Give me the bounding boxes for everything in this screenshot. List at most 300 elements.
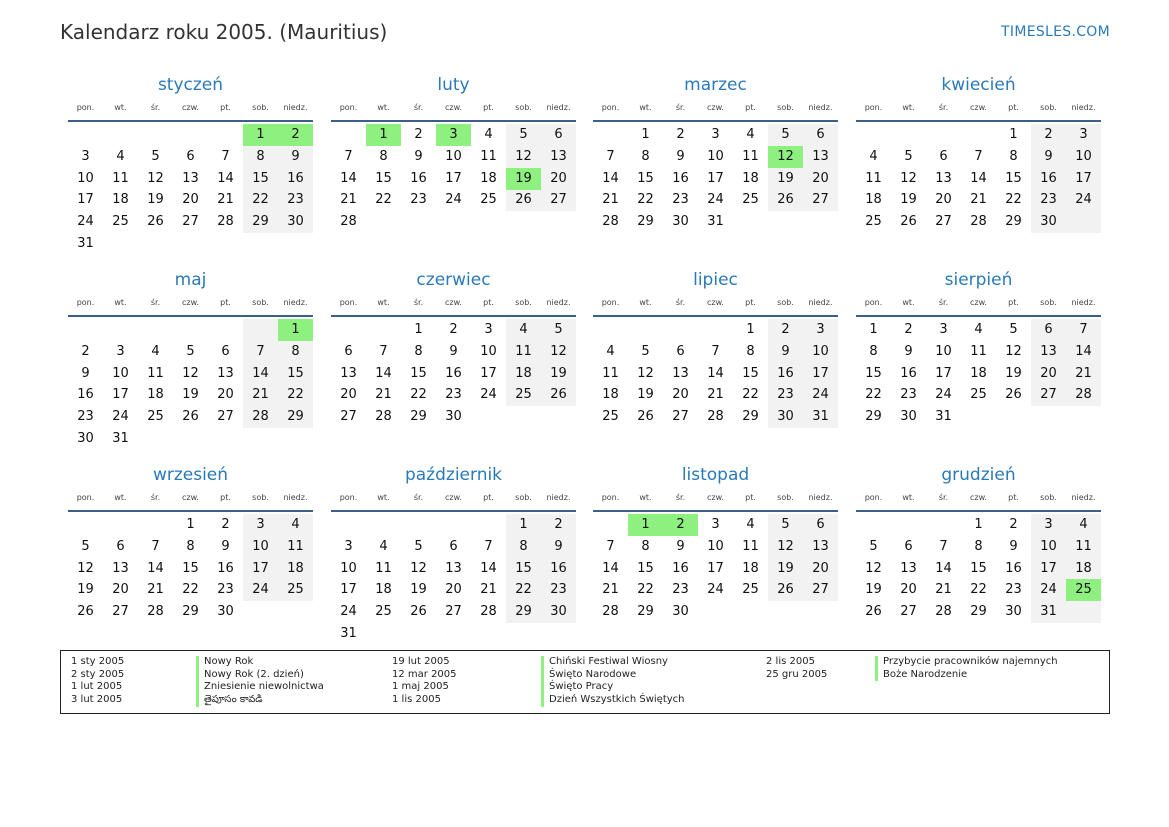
day-cell: 23 [777, 387, 794, 403]
day-cell: 20 [182, 192, 199, 208]
weekday-label: czw. [182, 103, 199, 112]
day-cell: 17 [1075, 170, 1092, 186]
day-cell: 10 [1040, 538, 1057, 554]
day-cell: 18 [375, 582, 392, 598]
legend-date: 3 lut 2005 [71, 694, 123, 706]
day-cell: 14 [340, 170, 357, 186]
weekday-label: pon. [864, 103, 883, 112]
day-cell: 24 [707, 192, 724, 208]
weekday-label: pon. [339, 493, 358, 502]
weekday-label: śr. [938, 103, 949, 112]
day-cell: 12 [77, 560, 94, 576]
day-cell: 21 [375, 387, 392, 403]
day-cell: 23 [410, 192, 427, 208]
day-cell: 30 [1040, 214, 1057, 230]
day-cell: 18 [865, 192, 882, 208]
day-cell: 24 [812, 387, 829, 403]
day-cell: 14 [480, 560, 497, 576]
day-cell: 4 [606, 343, 615, 359]
day-cell: 26 [777, 192, 794, 208]
day-cell: 19 [777, 170, 794, 186]
day-cell: 3 [116, 343, 125, 359]
day-cell: 28 [1075, 387, 1092, 403]
weekday-label: wt. [377, 298, 390, 307]
day-cell: 8 [1009, 148, 1018, 164]
day-cell: 21 [252, 387, 269, 403]
day-cell: 6 [449, 538, 458, 554]
weekday-label: sob. [252, 493, 269, 502]
month-name: styczeń [157, 75, 224, 95]
month-name: kwiecień [941, 75, 1016, 95]
day-cell: 21 [602, 582, 619, 598]
day-cell: 6 [676, 343, 685, 359]
legend-holiday-name: Boże Narodzenie [875, 669, 1058, 682]
day-cell: 8 [291, 343, 300, 359]
day-cell: 3 [344, 538, 353, 554]
legend-names-col-2 [541, 656, 685, 707]
day-cell: 19 [410, 582, 427, 598]
site-link[interactable]: TIMESLES.COM [1001, 24, 1110, 40]
day-cell: 29 [742, 409, 759, 425]
day-cell: 24 [445, 192, 462, 208]
day-cell: 6 [816, 127, 825, 142]
day-cell: 7 [151, 538, 160, 554]
day-cell: 25 [515, 387, 532, 403]
day-cell: 22 [287, 387, 304, 403]
day-cell: 2 [781, 322, 790, 337]
day-cell: 17 [112, 387, 129, 403]
day-cell: 7 [379, 343, 388, 359]
day-cell: 20 [935, 192, 952, 208]
day-cell: 26 [777, 582, 794, 598]
day-cell: 5 [554, 322, 563, 337]
day-cell: 22 [865, 387, 882, 403]
day-cell: 16 [672, 560, 689, 576]
day-cell: 22 [637, 192, 654, 208]
day-cell: 17 [935, 365, 952, 381]
day-cell: 12 [1005, 343, 1022, 359]
legend-date: 1 sty 2005 [71, 656, 125, 667]
weekday-label: wt. [114, 103, 127, 112]
day-cell: 5 [186, 343, 195, 359]
day-cell: 5 [414, 538, 423, 554]
day-cell: 25 [742, 582, 759, 598]
day-cell: 22 [970, 582, 987, 598]
day-cell: 8 [414, 343, 423, 359]
day-cell: 11 [480, 148, 497, 164]
legend-holiday-name: Chiński Festiwal Wiosny [541, 656, 685, 669]
day-cell: 15 [375, 170, 392, 186]
day-cell: 26 [147, 214, 164, 230]
day-cell: 28 [340, 214, 357, 230]
month-name: grudzień [941, 465, 1016, 485]
day-cell: 10 [935, 343, 952, 359]
day-cell: 6 [939, 148, 948, 164]
day-cell: 11 [865, 170, 882, 186]
day-cell: 2 [676, 127, 685, 142]
day-cell: 19 [865, 582, 882, 598]
day-cell: 17 [252, 560, 269, 576]
day-cell: 23 [217, 582, 234, 598]
day-cell: 29 [637, 604, 654, 620]
day-cell: 3 [1079, 127, 1088, 142]
day-cell: 24 [480, 387, 497, 403]
day-cell: 15 [742, 365, 759, 381]
month-block [856, 464, 1101, 646]
legend-date: 1 maj 2005 [392, 681, 449, 693]
day-cell: 19 [77, 582, 94, 598]
month-block [68, 464, 313, 646]
weekday-label: sob. [777, 103, 794, 112]
day-cell: 21 [970, 192, 987, 208]
day-cell: 18 [480, 170, 497, 186]
day-cell: 12 [865, 560, 882, 576]
day-cell: 4 [1079, 517, 1088, 532]
day-cell: 2 [221, 517, 230, 532]
day-cell: 13 [812, 148, 829, 164]
day-cell: 17 [480, 365, 497, 381]
weekday-label: niedz. [1071, 103, 1096, 112]
weekday-label: pt. [220, 493, 231, 502]
day-cell: 28 [252, 409, 269, 425]
day-cell: 27 [182, 214, 199, 230]
day-cell: 19 [900, 192, 917, 208]
legend-date: 1 lut 2005 [71, 681, 123, 693]
day-cell: 4 [746, 127, 755, 142]
holiday-day-cell: 2 [278, 124, 313, 146]
month-block [856, 74, 1101, 256]
day-cell: 30 [217, 604, 234, 620]
day-cell: 21 [217, 192, 234, 208]
page-title: Kalendarz roku 2005. (Mauritius) [60, 20, 388, 44]
day-cell: 26 [550, 387, 567, 403]
day-cell: 23 [287, 192, 304, 208]
day-cell: 21 [1075, 365, 1092, 381]
day-cell: 1 [641, 127, 650, 142]
day-cell: 3 [816, 322, 825, 337]
day-cell: 14 [602, 170, 619, 186]
weekday-label: niedz. [546, 103, 571, 112]
day-cell: 30 [287, 214, 304, 230]
day-cell: 28 [480, 604, 497, 620]
weekday-label: pon. [601, 298, 620, 307]
day-cell: 28 [217, 214, 234, 230]
weekday-header [593, 491, 838, 512]
month-name: sierpień [944, 270, 1013, 290]
weekday-label: śr. [675, 298, 686, 307]
day-cell: 28 [375, 409, 392, 425]
weekday-label: wt. [639, 103, 652, 112]
day-cell: 7 [221, 148, 230, 164]
day-cell: 12 [550, 343, 567, 359]
day-cell: 15 [970, 560, 987, 576]
day-cell: 15 [287, 365, 304, 381]
day-cell: 19 [182, 387, 199, 403]
day-cell: 5 [81, 538, 90, 554]
month-name: październik [404, 465, 503, 485]
day-cell: 5 [781, 127, 790, 142]
day-cell: 10 [812, 343, 829, 359]
weekday-label: sob. [252, 298, 269, 307]
month-block [331, 74, 576, 256]
day-cell: 21 [340, 192, 357, 208]
day-cell: 28 [970, 214, 987, 230]
day-cell: 16 [1005, 560, 1022, 576]
weekday-label: śr. [675, 493, 686, 502]
weekday-header [856, 491, 1101, 512]
day-cell: 16 [77, 387, 94, 403]
day-cell: 10 [252, 538, 269, 554]
day-cell: 13 [445, 560, 462, 576]
day-cell: 20 [812, 560, 829, 576]
holiday-day-cell: 1 [366, 124, 401, 146]
day-cell: 15 [182, 560, 199, 576]
day-cell: 11 [742, 538, 759, 554]
legend-holiday-name: Przybycie pracowników najemnych [875, 656, 1058, 669]
day-grid [593, 124, 838, 256]
month-name: wrzesień [152, 465, 229, 485]
day-cell: 9 [676, 538, 685, 554]
holiday-day-cell: 12 [768, 146, 803, 168]
weekday-label: czw. [445, 493, 462, 502]
legend-holiday-name: Nowy Rok [196, 656, 324, 669]
day-cell: 5 [869, 538, 878, 554]
day-cell: 14 [147, 560, 164, 576]
day-cell: 9 [676, 148, 685, 164]
weekday-label: wt. [902, 493, 915, 502]
weekday-label: wt. [902, 298, 915, 307]
legend-names-col-3 [875, 656, 1058, 681]
weekday-label: czw. [182, 298, 199, 307]
weekday-label: pon. [864, 298, 883, 307]
day-cell: 13 [217, 365, 234, 381]
day-cell: 21 [602, 192, 619, 208]
weekday-label: niedz. [283, 493, 308, 502]
day-cell: 8 [641, 148, 650, 164]
day-cell: 30 [77, 431, 94, 446]
day-cell: 15 [637, 170, 654, 186]
month-block [68, 269, 313, 451]
day-cell: 28 [935, 604, 952, 620]
day-cell: 31 [1040, 604, 1057, 620]
weekday-label: wt. [377, 103, 390, 112]
day-cell: 21 [935, 582, 952, 598]
day-cell: 27 [672, 409, 689, 425]
day-cell: 25 [287, 582, 304, 598]
weekday-header [856, 101, 1101, 122]
day-cell: 29 [287, 409, 304, 425]
day-cell: 5 [781, 517, 790, 532]
day-cell: 24 [1040, 582, 1057, 598]
day-cell: 30 [900, 409, 917, 425]
day-cell: 15 [515, 560, 532, 576]
day-cell: 20 [340, 387, 357, 403]
day-cell: 12 [410, 560, 427, 576]
day-cell: 21 [147, 582, 164, 598]
day-cell: 13 [112, 560, 129, 576]
weekday-header [593, 296, 838, 317]
holiday-day-cell: 1 [243, 124, 278, 146]
day-cell: 11 [375, 560, 392, 576]
weekday-header [593, 101, 838, 122]
weekday-label: czw. [445, 298, 462, 307]
day-cell: 8 [746, 343, 755, 359]
day-cell: 7 [711, 343, 720, 359]
day-cell: 31 [935, 409, 952, 425]
weekday-label: sob. [1040, 103, 1057, 112]
day-cell: 8 [256, 148, 265, 164]
weekday-label: niedz. [808, 298, 833, 307]
day-cell: 6 [116, 538, 125, 554]
month-block [68, 74, 313, 256]
month-name: lipiec [693, 270, 738, 290]
day-cell: 15 [410, 365, 427, 381]
weekday-label: pt. [483, 103, 494, 112]
day-grid [856, 319, 1101, 451]
day-cell: 20 [672, 387, 689, 403]
holiday-day-cell: 1 [278, 319, 313, 341]
day-cell: 25 [602, 409, 619, 425]
weekday-label: niedz. [808, 493, 833, 502]
day-cell: 25 [375, 604, 392, 620]
day-cell: 29 [865, 409, 882, 425]
day-grid [593, 514, 838, 646]
weekday-label: pt. [745, 103, 756, 112]
day-cell: 1 [414, 322, 423, 337]
legend-date: 19 lut 2005 [392, 656, 450, 667]
legend-date: 2 lis 2005 [766, 656, 815, 667]
month-name: maj [174, 270, 207, 290]
weekday-label: czw. [970, 298, 987, 307]
day-cell: 2 [414, 127, 423, 142]
day-cell: 17 [707, 560, 724, 576]
day-cell: 31 [812, 409, 829, 425]
day-cell: 1 [519, 517, 528, 532]
month-block [331, 269, 576, 451]
weekday-label: pt. [745, 298, 756, 307]
legend-dates-col-3 [766, 656, 827, 681]
day-cell: 4 [484, 127, 493, 142]
day-cell: 25 [742, 192, 759, 208]
day-cell: 16 [1040, 170, 1057, 186]
day-cell: 23 [672, 192, 689, 208]
day-cell: 10 [77, 170, 94, 186]
day-cell: 14 [707, 365, 724, 381]
month-block [856, 269, 1101, 451]
day-cell: 6 [344, 343, 353, 359]
day-cell: 17 [340, 582, 357, 598]
weekday-label: śr. [413, 103, 424, 112]
day-cell: 18 [742, 170, 759, 186]
day-cell: 2 [449, 322, 458, 337]
day-cell: 25 [970, 387, 987, 403]
day-cell: 9 [904, 343, 913, 359]
weekday-header [331, 296, 576, 317]
day-cell: 11 [602, 365, 619, 381]
legend-holiday-name: Święto Pracy [541, 681, 685, 694]
day-cell: 18 [147, 387, 164, 403]
weekday-label: pon. [339, 298, 358, 307]
day-cell: 29 [410, 409, 427, 425]
day-cell: 22 [742, 387, 759, 403]
day-cell: 29 [1005, 214, 1022, 230]
weekday-label: czw. [707, 493, 724, 502]
legend-holiday-name: Dzień Wszystkich Świętych [541, 694, 685, 707]
day-cell: 3 [1044, 517, 1053, 532]
day-cell: 27 [812, 582, 829, 598]
day-cell: 2 [1044, 127, 1053, 142]
weekday-label: śr. [413, 298, 424, 307]
weekday-label: sob. [515, 493, 532, 502]
day-cell: 27 [812, 192, 829, 208]
day-cell: 9 [781, 343, 790, 359]
day-cell: 18 [970, 365, 987, 381]
legend-holiday-name: Nowy Rok (2. dzień) [196, 669, 324, 682]
day-cell: 11 [1075, 538, 1092, 554]
day-cell: 8 [974, 538, 983, 554]
weekday-header [856, 296, 1101, 317]
day-cell: 18 [112, 192, 129, 208]
day-grid [856, 124, 1101, 256]
weekday-label: sob. [777, 298, 794, 307]
day-cell: 17 [77, 192, 94, 208]
day-cell: 10 [480, 343, 497, 359]
day-cell: 20 [445, 582, 462, 598]
weekday-label: czw. [970, 103, 987, 112]
weekday-label: niedz. [283, 103, 308, 112]
day-cell: 6 [1044, 322, 1053, 337]
day-cell: 2 [554, 517, 563, 532]
day-cell: 10 [1075, 148, 1092, 164]
day-cell: 22 [182, 582, 199, 598]
weekday-label: śr. [938, 493, 949, 502]
day-cell: 25 [112, 214, 129, 230]
day-cell: 19 [1005, 365, 1022, 381]
weekday-label: czw. [445, 103, 462, 112]
weekday-label: pon. [864, 493, 883, 502]
day-cell: 9 [81, 365, 90, 381]
day-cell: 29 [970, 604, 987, 620]
day-cell: 31 [340, 626, 357, 641]
day-cell: 1 [186, 517, 195, 532]
day-cell: 14 [970, 170, 987, 186]
day-cell: 30 [445, 409, 462, 425]
day-cell: 3 [711, 127, 720, 142]
day-cell: 9 [414, 148, 423, 164]
weekday-label: śr. [150, 493, 161, 502]
day-cell: 28 [147, 604, 164, 620]
weekday-label: niedz. [546, 493, 571, 502]
day-cell: 9 [291, 148, 300, 164]
day-cell: 18 [602, 387, 619, 403]
day-cell: 23 [1005, 582, 1022, 598]
day-cell: 29 [515, 604, 532, 620]
day-cell: 6 [904, 538, 913, 554]
month-block [593, 74, 838, 256]
day-cell: 14 [602, 560, 619, 576]
day-cell: 3 [484, 322, 493, 337]
day-cell: 14 [217, 170, 234, 186]
day-cell: 11 [742, 148, 759, 164]
weekday-label: pt. [745, 493, 756, 502]
day-cell: 4 [746, 517, 755, 532]
day-cell: 2 [904, 322, 913, 337]
day-cell: 26 [515, 192, 532, 208]
day-cell: 24 [77, 214, 94, 230]
day-cell: 19 [550, 365, 567, 381]
day-cell: 21 [707, 387, 724, 403]
weekday-label: sob. [1040, 298, 1057, 307]
